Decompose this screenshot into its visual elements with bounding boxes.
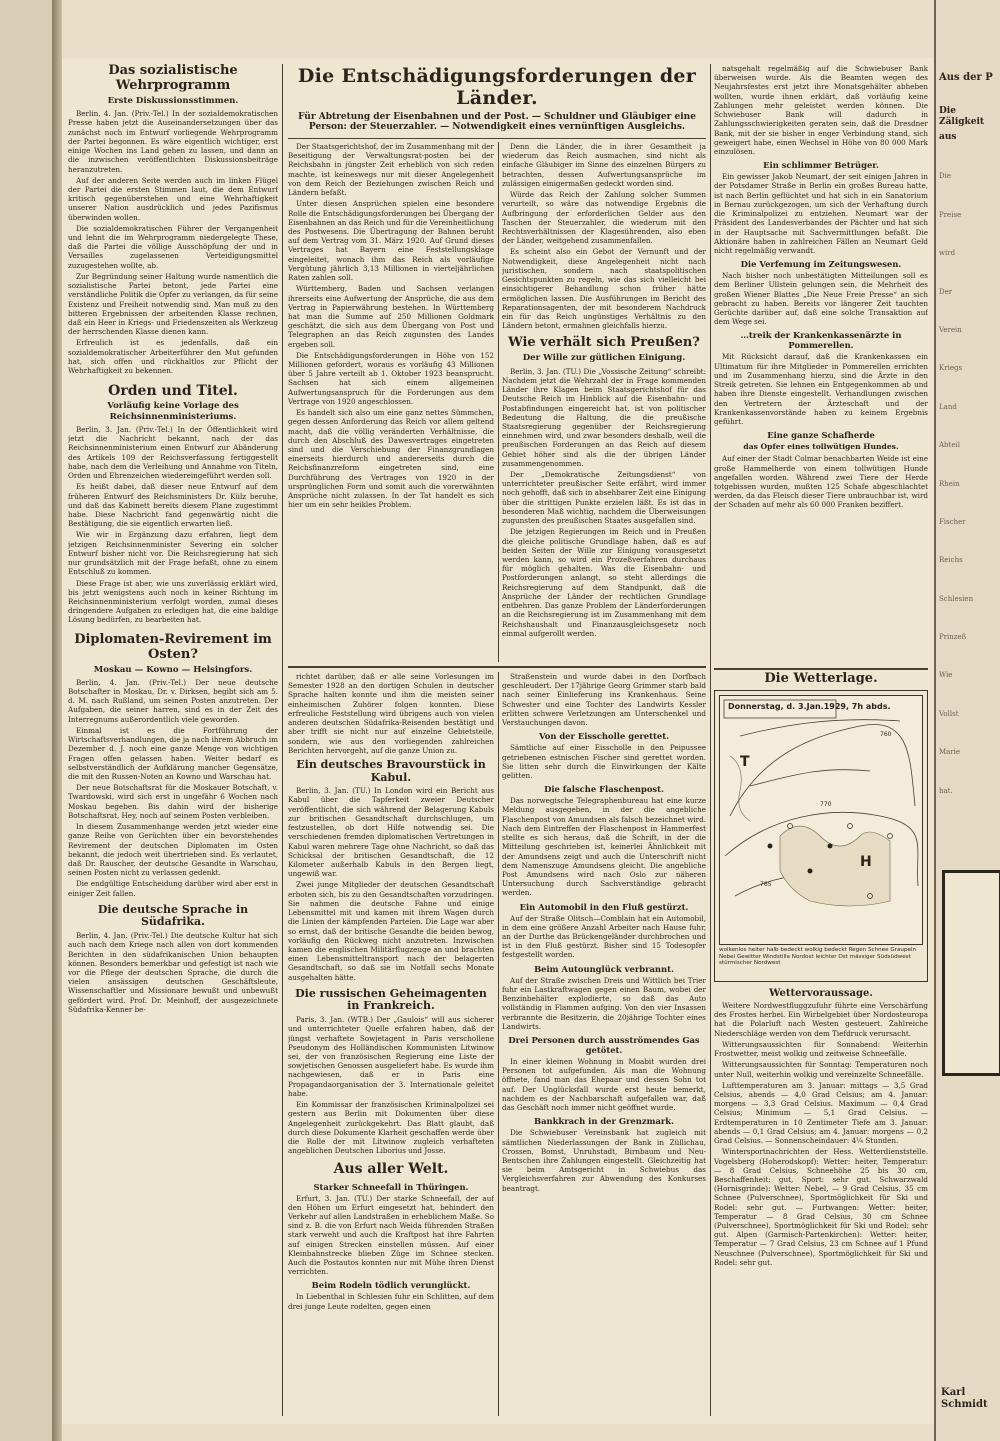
paragraph: Weitere Nordwestfluggzufuhr führte eine Verschärfung des Frostes herbei. Ein Wirbelgebiet über Nordosteuropa hat die Polarluft nach Westen gesteuert. Zahlreiche Niederschläge werden von dem Tiefdruck verursacht. [714,1001,928,1038]
headline-aus-aller-welt: Aus aller Welt. [333,1161,449,1178]
paragraph: Straßenstein und wurde dabei in den Dorfbach geschleudert. Der 17jährige Georg Grimmer starb bald nach seiner Einlieferung ins Krankenhaus. Seine Schwester und eine Tochter des Landwirts Kessler erlitten schwere Verletzungen am Unterschenkel und Verstauchungen davon. [502,672,706,728]
subheading: Drei Personen durch ausströmendes Gas getötet. [508,1035,700,1055]
newspaper-page [62,58,934,1424]
weather-map [719,695,923,945]
headline-orden: Orden und Titel. [108,383,238,400]
svg-text:770: 770 [820,801,832,808]
adjacent-footer: Karl Schmidt [941,1387,988,1410]
paragraph: Unter diesen Ansprüchen spielen eine besondere Rolle die Entschädigungsforderungen bei Übergang der Eisenbahnen an das Reich und für die Vereinheitlichung des Postwesens. Die Übertragung der Bahnen beruht auf dem Vertrag vom 31. März 1920. Auf Grund dieses Vertrages hat Bayern eine Feststellungsklage eingeleitet, wonach ihm das Reich als vorläufige Vergütung jährlich 3,13 Millionen in vierteljährlichen Raten zahlen soll. [288,199,494,283]
subheading: …treik der Krankenkassenärzte in Pommerellen. [740,330,902,351]
weather-legend: wolkenlos heiter halb bedeckt wolkig bedeckt Regen Schnee Graupeln Nebel Gewitter Windstille Nordost leichter Ost mässiger Südsüdwest stürmischer Nordwest [719,947,917,967]
adjacent-fragment: wird [939,249,956,258]
adjacent-headline-2b: aus [939,131,957,142]
book-binding [52,0,62,1441]
paragraph: Ein gewisser Jakob Neumart, der seit einigen Jahren in der Potsdamer Straße in Berlin ein großes Bureau hatte, ist nach Berlin geflüchtet und hat sich in ein Sanatorium in Bernau zurückgezogen, um sich der Verhaftung durch die Kriminalpolizei zu entziehen. Neumart war der Präsident des Landesverbandes der Pächter und hat sich in der Hauptsache mit Sachvermittlungen befaßt. Die Aktionäre haben in zahlreichen Fällen an Neumart Geld nicht regelmäßig verwandt. [714,172,928,255]
adjacent-fragment: Land [939,402,957,411]
paragraph: Witterungsaussichten für Sonntag: Temperaturen noch unter Null, weiterhin wolkig und vereinzelte Schneefälle. [714,1060,928,1079]
headline-entschaedigung: Die Entschädigungsforderungen der Länder. [297,66,697,109]
svg-text:760: 760 [880,731,892,738]
adjacent-fragment: hat. [939,786,953,795]
subheading-secondary: das Opfer eines tollwütigen Hundes. [743,442,899,452]
adjacent-fragment: Kriegs [939,364,963,373]
headline-diplomaten: Diplomaten-Revirement im Osten? [74,631,272,662]
paragraph: Berlin, 4. Jan. (Priv.-Tel.) Die deutsche Kultur hat sich auch nach dem Kriege nach allen von dort kommenden Berichten in den südafrikanischen Union behaupten können. Besonders bemerkbar und gefestigt ist nach wie vor die Pflege der deutschen Sprache, die durch die vielen ansässigen deutschen Geschäftsleute, Wissenschaftler und Missionare bewußt und unbewußt gefördert wird. Prof. Dr. Meinhoff, der ausgezeichnete Südafrika-Kenner be- [68,931,278,1014]
paragraph: Die sozialdemokratischen Führer der Vergangenheit und lehnt die im Wehrprogramm niedergelegte These, daß die Partei die völlige Ausschöpfung der und in Versailles zugelassenen Verteidigungsmittel zuzugestehen wollte, ab. [68,223,278,270]
adjacent-fragment: Reichs [939,556,963,565]
headline-wetterlage: Die Wetterlage. [764,672,878,686]
headline-suedafrika: Die deutsche Sprache in Südafrika. [97,902,249,929]
paragraph: Zur Begründung seiner Haltung wurde namentlich die sozialistische Partei betont, jede Partei eine verständliche Politik die Opfer zu verlangen, da für seine Existenz und Freiheit notwendig sind. Man muß zu den bitteren Ergebnissen der arbeitenden Klasse rechnen, daß ein Heer in Kriegs- und Friedenszeiten als Werkzeug der herrschenden Klasse dienen kann. [68,271,278,337]
column-3-lower [502,672,706,1416]
adjacent-fragment: Verein [939,325,962,334]
subheading: Von der Eisscholle gerettet. [539,731,669,742]
svg-text:T: T [740,754,750,770]
paragraph: Auf der Straße zwischen Dreis und Wittlich bei Trier fuhr ein Lastkraftwagen gegen einen Baum, wobei der Benzinbehälter explodierte, so daß das Auto vollständig in Flammen aufging. Von den vier Insassen verbrannte die Besitzerin, die 20jährige Tochter eines Landwirts. [502,975,706,1031]
paragraph: Der Staatsgerichtshof, der im Zusammenhang mit der Beseitigung der Verwaltungsrat-posten bei der Reichsbahn in jüngster Zeit erheblich von sich reden machte, ist keineswegs nur mit dieser Angelegenheit von dem Reich der Beziehungen zwischen Reich und Ländern befaßt. [288,142,494,198]
paragraph: Denn die Länder, die in ihrer Gesamtheit ja wiederum das Reich ausmachen, sind nicht als einfache Gläubiger im Sinne des einzelnen Bürgers zu betrachten, dessen Aufwertungsansprüche im zulässigen einigermaßen gedeckt worden sind. [502,142,706,188]
subheading: Beim Autounglück verbrannt. [534,963,674,974]
adjacent-fragment: Wie [939,671,953,680]
paragraph: Es heißt dabei, daß dieser neue Entwurf auf dem früheren Entwurf des Reichsministers Dr. Külz beruhe, und daß das Kabinett bereits diesem Plane zugestimmt habe. Diese Nachricht fand gegenwärtig nicht die Bestätigung, die sie eigentlich erwarten ließ. [68,482,278,529]
paragraph: Einmal ist es die Fortführung der Wirtschaftsverhandlungen, die ja nach ihrem Abbruch im Dezember d. J. noch eine ganze Menge von wichtigen Fragen offen gelassen haben. Weiter bedarf es selbstverständlich der Aufklärung mancher Gegensätze, die mit den Russen-Noten an Kowno und Warschau hat. [68,725,278,781]
adjacent-headline-2: Die Zäligkeit [939,106,985,127]
paragraph: Berlin, 4. Jan. (Priv.-Tel.) Der neue deutsche Botschafter in Moskau, Dr. v. Dirksen, begibt sich am 5. d. M. nach Rußland, um seinen Posten anzutreten. Der Aufgaben, die seiner harren, sind es in der Zeit des Interregnums außerordentlich viele geworden. [68,677,278,724]
headline-rule [288,138,706,139]
adjacent-fragment: Fischer [939,517,966,526]
subtitle-entschaedigung: Für Abtretung der Eisenbahnen und der Post. — Schuldner und Gläubiger eine Person: der Steuerzahler. — Notwendigkeit eines vernünftigen Ausgleichs. [298,111,696,133]
subtitle-preussen: Der Wille zur gütlichen Einigung. [522,353,686,364]
paragraph: Erfurt, 3. Jan. (TU.) Der starke Schneefall, der auf den Höhen um Erfurt eingesetzt hat, behindert den Verkehr auf allen Landstraßen in erheblichem Maße. So sind z. B. die von Erfurt nach Weida führenden Straßen stark verweht und auch die Kraftpost hat ihre Fahrten auf einigen Strecken einstellen müssen. Auf einer Kleinbahnstrecke blieben Züge im Schnee stecken. Auch die Postautos konnten nur mit Mühe ihren Dienst verrichten. [288,1193,494,1277]
column-rule [710,64,711,1416]
paragraph: Die endgültige Entscheidung darüber wird aber erst in einiger Zeit fallen. [68,879,278,898]
subtitle-diplomaten: Moskau — Kowno — Helsingfors. [93,664,253,675]
adjacent-ad-box [942,870,1000,1076]
paragraph: Berlin, 3. Jan. (Priv.-Tel.) In der Öffentlichkeit wird jetzt die Nachricht bekannt, nach der das Reichsinnenministerium einen Entwurf zur Abänderung des Artikels 109 der Reichsverfassung fertiggestellt habe, nach dem die Verleihung und Annahme von Titeln, Orden und Ehrenzeichen wiedereingeführt werden soll. [68,425,278,481]
main-headline-block [288,66,706,136]
paragraph: Witterungsaussichten für Sonnabend: Weiterhin Frostwetter, meist wolkig und zeitweise Schneefälle. [714,1039,928,1059]
paragraph: In einer kleinen Wohnung in Moabit wurden drei Personen tot aufgefunden. Als man die Wohnung öffnete, fand man das Ehepaar und dessen Sohn tot auf. Der Unglücksfall wurde erst heute bemerkt, nachdem es der Nachbarschaft aufgefallen war, daß das Geschäft noch immer nicht geöffnet wurde. [502,1057,706,1113]
subheading: Eine ganze Schafherde [767,430,875,441]
paragraph: Der „Demokratische Zeitungsdienst“ von unterrichteter preußischer Seite erfährt, wird immer noch gehofft, daß sich in absehbarer Zeit eine Einigung über die strittigen Punkte erzielen läßt. Es ist das in besonderen Maß wichtig, nachdem die Überweisungen zugunsten des preußischen Staates ausgefallen sind. [502,470,706,526]
headline-geheimagenten: Die russischen Geheimagenten in Frankreich. [295,986,487,1013]
adjacent-headline: Aus der P [939,72,993,83]
paragraph: Berlin, 3. Jan. (TU.) Die „Vossische Zeitung“ schreibt: Nachdem jetzt die Wehrzahl der in Frage kommenden Länder ihre Klagen beim Staatsgerichtshof für das Deutsche Reich im Hinblick auf die Eisenbahn- und Postabfindungen eingereicht hat, ist von politischer Bedeutung die Haltung, die die preußische Staatsregierung gegenüber der Reichsregierung einnehmen wird, und zwar besonders deshalb, weil die preußischen Forderungen an das Reich auf diesem Gebiet höher sind als die der übrigen Länder zusammengenommen. [502,366,706,468]
svg-text:H: H [860,854,872,870]
subheading: Ein Automobil in den Fluß gestürzt. [519,901,689,912]
paragraph: Die jetzigen Regierungen im Reich und in Preußen die gleiche politische Grundlage haben, daß es auf beiden Seiten der Wille zur Einigung vorausgesetzt werden kann, so wird ein Prozeßverfahren durchaus für möglich gehalten. Was die Eisenbahn- und Postforderungen anlangt, so steht allerdings die Reichsregierung auf dem Standpunkt, daß die Ansprüche der Länder der rechtlichen Grundlage entbehren. Das ganze Problem der Länderforderungen an die Reichsregierung ist im Zusammenhang mit dem Reichshaushalt und Finanzausgleichsgesetz noch einmal aufgerollt werden. [502,527,706,638]
paragraph: Wie wir in Ergänzung dazu erfahren, liegt dem jetzigen Reichsinnenminister Severing ein solcher Entwurf bisher nicht vor. Die Reichsregierung hat sich nur grundsätzlich mit der Frage befaßt, ohne zu einem Entschluß zu kommen. [68,530,278,577]
subtitle-wehrprogramm: Erste Diskussionsstimmen. [107,95,239,106]
adjacent-fragment: Rhein [939,479,960,488]
subheading-rodeln: Beim Rodeln tödlich verunglückt. [311,1280,471,1291]
column-rule [282,64,283,1416]
subheading: Ein schlimmer Betrüger. [763,160,879,171]
paragraph: Mit Rücksicht darauf, daß die Krankenkassen ein Ultimatum für ihre Mitglieder in Pommerellen errichten und im Zusammenhang hierzu, sind die Ärzte in den Streik getreten. Sie lehnen ein Entgegenkommen ab und haben ihre Dienste eingestellt. Verhandlungen zwischen den Vertretern der Ärzteschaft und der Krankenkassenvorstände haben zu keinem Ergebnis geführt. [714,352,928,426]
column-3-upper [502,142,706,662]
weather-map-drawing [720,696,922,944]
subheading-schneefall: Starker Schneefall in Thüringen. [313,1181,469,1192]
weather-map-frame [714,690,928,982]
paragraph: Erfreulich ist es jedenfalls, daß ein sozialdemokratischer Arbeiterführer den Mut gefunden hat, sich offen und rückhaltlos zur Pflicht der Wehrhaftigkeit zu bekennen. [68,338,278,376]
weather-forecast [714,984,928,1269]
column-2-upper [288,142,494,662]
column-1 [68,64,278,1416]
subheading-wettervoraussage: Wettervoraussage. [769,988,873,999]
weather-map-title: Donnerstag, d. 3.Jan.1929, 7h abds. [728,702,891,711]
subheading: Bankkrach in der Grenzmark. [534,1116,674,1127]
headline-bravour: Ein deutsches Bravourstück in Kabul. [296,757,486,784]
adjacent-fragment: Marie [939,748,961,757]
adjacent-fragment: Preise [939,210,962,219]
paragraph: Das norwegische Telegraphenbureau hat eine kurze Meldung ausgegeben, in der die angebliche Flaschenpost von Amundsen als falsch bezeichnet wird. Nach dem Eintreffen der Flaschenpost in Hammerfest stellte es sich heraus, daß die Schrift, in der die Mitteilung geschrieben ist, keinerlei Ähnlichkeit mit der Amundsens zeigt und auch die Unterschrift nicht dem Namenszuge Amundsens gleicht. Die angebliche Post Amundsens wird nach Oslo zur näheren Untersuchung durch Sachverständige gebracht werden. [502,796,706,898]
paragraph: In Liebenthal in Schlesien fuhr ein Schlitten, auf dem drei junge Leute rodelten, gegen einen [288,1292,494,1311]
adjacent-fragment: Der [939,287,953,296]
subtitle-orden: Vorläufig keine Vorlage des Reichsinnenministeriums. [107,401,239,422]
adjacent-fragment: Die [939,172,951,181]
column-rule [498,142,499,662]
adjacent-fragment: Prinzeß [939,633,967,642]
paragraph: Auf einer der Stadt Colmar benachbarten Weide ist eine große Hammelherde von einem tollwütigen Hunde angefallen worden. Während zwei Tiere der Herde totgebissen wurden, mußten 125 Schafe abgeschlachtet werden, da das Fleisch dieser Tiere unbrauchbar ist, wird der Schaden auf mehr als 60 000 Franken beziffert. [714,454,928,510]
paragraph: Die Entschädigungsforderungen in Höhe von 152 Millionen gefordert, woraus es vorläufig 43 Millionen über 5 Jahre verteilt ab 1. Oktober 1923 beansprucht. Sachsen hat sich einem allgemeinen Aufwertungsanspruch für die Forderungen aus dem Vertrage von 1920 angeschlossen. [288,350,494,406]
subheading: Die falsche Flaschenpost. [544,784,664,795]
svg-text:765: 765 [760,881,772,888]
paragraph: Württemberg, Baden und Sachsen verlangen ihrerseits eine Aufwertung der Ansprüche, die aus dem Vertrag in Papierwährung bestehen. In Württemberg hat man die Summe auf 250 Millionen Goldmark geschätzt, die sich aus dem Übergang von Post und Telegraphen an das Reich zugunsten des Landes ergeben soll. [288,284,494,349]
headline-wehrprogramm: Das sozialistische Wehrprogramm [108,64,238,93]
column-2-lower [288,672,494,1416]
paragraph: Es scheint also ein Gebot der Vernunft und der Notwendigkeit, diese Angelegenheit nicht nach juristischen, sondern nach staatspolitischen Gesichtspunkten zu regeln, wie das sich vielleicht bei einsichtigerer Behandlung schon früher hätte ermöglichen lassen. Die Ausführungen im Bericht des Reparationsagenten, der mit besonderem Nachdruck ein für das Reich ungünstiges Verhältnis zu den Ländern betont, ermahnen gleichfalls hierzu. [502,247,706,331]
subheading: Die Verfemung im Zeitungswesen. [740,259,902,270]
adjacent-fragment: Schlesien [939,594,974,603]
paragraph: Würde das Reich der Zahlung solcher Summen verurteilt, so wäre das notwendige Ergebnis die Aufbringung der erforderlichen Gelder aus den Taschen der Steuerzahler, die wiederum mit den Rechtsverhältnissen der Klagesührenden, also eben der Länder, weitgehend zusammenfallen. [502,190,706,246]
paragraph: In diesem Zusammenhange werden jetzt wieder eine ganze Reihe von Gerüchten über ein bevorstehendes Revirement der deutschen Diplomaten im Osten bekannt, die jedoch weit übertrieben sind. Es verlautet, daß Dr. Rauscher, der deutsche Gesandte in Warschau, seinen Posten nicht zu verlassen gedenkt. [68,822,278,878]
paragraph: Zwei junge Mitglieder der deutschen Gesandtschaft erboten sich, bis zu den Gesandtschaften vorzudringen. Sie nahmen die deutsche Fahne und einige Lebensmittel mit und kamen mit ihrem Wagen durch die Linien der kämpfenden Parteien. Die Lage war aber so ernst, daß der britische Gesandte die beiden bewog, vorläufig den Rückweg nicht anzutreten. Inzwischen kamen die englischen Militärflugzeuge an und brachten einen Lebensmitteltransport nach der belagerten Gesandtschaft, so daß sie im Notfall sechs Monate ausgehalten hätte. [288,880,494,982]
column-rule [498,672,499,1416]
paragraph: Der neue Botschaftsrat für die Moskauer Botschaft, v. Twardowski, wird sich erst in ungefähr 6 Wochen nach Moskau begeben. Bis dahin wird der bisherige Botschaftsrat, Hey, noch auf seinem Posten verbleiben. [68,783,278,820]
paragraph: Berlin, 4. Jan. (Priv.-Tel.) In der sozialdemokratischen Presse haben jetzt die Auseinandersetzungen über das zunächst noch im Entwurf vorliegende Wehrprogramm der Partei begonnen. Es wäre eigentlich wichtiger, erst einige Wochen ins Land gehen zu lassen, und dann an die inzwischen veröffentlichten Diskussionsbeiträge heranzutreten. [68,109,278,174]
paragraph: Sämtliche auf einer Eisscholle in den Peipussee getriebenen estnischen Fischer sind gerettet worden. Sie litten sehr durch die Einwirkungen der Kälte gelitten. [502,743,706,780]
weather-section [714,672,928,1416]
paragraph: Auf der Straße Olitsch—Comblain hat ein Automobil, in dem eine größere Anzahl Arbeiter nach Hause fuhr, an der Durthe das Brückengeländer durchbrochen und ist in den Fluß gestürzt. Bisher sind 15 Todesopfer festgestellt worden. [502,913,706,960]
section-rule [288,666,706,668]
paragraph: Diese Frage ist aber, wie uns zuverlässig erklärt wird, bis jetzt wenigstens auch noch in keiner Richtung im Reichsinnenministerium verfolgt worden, zumal dieses dringendere Aufgaben zu erledigen hat, die eine baldige Lösung bedürfen, zu bearbeiten hat. [68,578,278,625]
paragraph: Wintersportnachrichten der Hess. Wetterdienststelle. Vogelsberg (Hoherodskopf): Wetter: heiter, Temperatur: — 8 Grad Celsius, Schneehöhe 25 bis 30 cm, Beschaffenheit: gut, Sport: sehr gut. Schwarzwald (Hornisgrinde): Wetter: Nebel, — 9 Grad Celsius, 35 cm Schnee (Pulverschnee), Sportmöglichkeit für Ski und Rodel: sehr gut. — Furtwangen: Wetter: heiter, Temperatur — 8 Grad Celsius, 30 cm Schnee (Pulverschnee), Sportmöglichkeit für Ski und Rodel: sehr gut. Alpen (Garmisch-Partenkirchen): Wetter: heiter, Temperatur — 7 Grad Celsius, 23 cm Schnee auf 1 Pfund Neuschnee (Pulverschnee), Sportmöglichkeit für Ski und Rodel: sehr gut. [714,1147,928,1267]
section-rule [714,668,928,670]
paragraph: natsgehalt regelmäßig auf die Schwiebuser Bank überweisen wurde. Als die Beamten wegen des Neujahrsfestes erst jetzt ihre Monatsgehälter abheben wollten, wurde ihnen erklärt, daß vorläufig keine Zahlungen mehr geleistet werden können. Die Schwiebuser Bank will dadurch in Zahlungsschwierigkeiten geraten sein, daß die Dresdner Bank, mit der sie bisher in enger Verbindung stand, sich geweigert habe, einen Wechsel in Höhe von 80 000 Mark einzulösen. [714,64,928,156]
paragraph: Die Schwiebuser Vereinsbank hat zugleich mit sämtlichen Niederlassungen der Bank in Züllichau, Crossen, Bomst, Unruhstadt, Birnbaum und Neu-Bentschen ihre Zahlungen eingestellt. Gleichzeitig hat sie beim Amtsgericht in Schwiebus das Vergleichsverfahren zur Abwendung des Konkurses beantragt. [502,1128,706,1193]
adjacent-page-strip [934,0,1000,1441]
paragraph: Ein Kommissar der französischen Kriminalpolizei sei gestern aus Berlin mit Dokumenten über diese Angelegenheit zurückgekehrt. Das Blatt glaubt, daß durch diese Dokumente Klarheit geschaffen werde über die Rolle der mit Litwinow zugleich verhafteten angeblichen Deutschen Liborius und Josse. [288,1100,494,1156]
headline-preussen: Wie verhält sich Preußen? [508,335,700,351]
adjacent-fragment: Vollst [939,709,959,718]
paragraph: Paris, 3. Jan. (WTB.) Der „Gaulois“ will aus sicherer und unterrichteter Quelle erfahren haben, daß der jüngst verhaftete Sowjetagent in Paris verschollene Pseudonym des Holländischen Kommunisten Litwinow sei, der von französischen Regierung eine Liste der sowjetischen Genossen ausgeliefert habe. Es wurde ihm nachgewiesen, daß er in Paris eine Propagandaorganisation der 3. Internationale geleitet habe. [288,1015,494,1098]
paragraph: Auf der anderen Seite werden auch im linken Flügel der Partei die ersten Stimmen laut, die dem Entwurf kritisch gegenüberstehen und eine Wehrhaftigkeit unserer Nation ausdrücklich und jedes Pazifismus überwinden wollen. [68,175,278,222]
column-4-upper [714,64,928,666]
adjacent-text-fragments [936,170,1000,797]
paragraph: Berlin, 3. Jan. (TU.) In London wird ein Bericht aus Kabul über die Tapferkeit zweier Deutscher veröffentlicht, die sich während der Belagerung Kabuls zur britischen Gesandtschaft durchschlugen, um festzustellen, ob dort Hilfe notwendig sei. Die verschiedenen fremden diplomatischen Vertretungen in Kabul waren mehrere Tage ohne Nachricht, so daß das Schicksal der britischen Gesandtschaft, die 12 Kilometer außerhalb Kabuls in den Bergen liegt, ungewiß war. [288,786,494,879]
adjacent-fragment: Abteil [939,441,960,450]
paragraph: Lufttemperaturen am 3. Januar: mittags — 3,5 Grad Celsius, abends — 4,0 Grad Celsius; am 4. Januar: morgens — 3,3 Grad Celsius. Maximum — 0,4 Grad Celsius; Minimum — 5,1 Grad Celsius. — Erdtemperaturen in 10 Zentimeter Tiefe am 3. Januar: abends — 0,1 Grad Celsius; am 4. Januar: morgens — 0,2 Grad Celsius. — Sonnenscheindauer: 4¼ Stunden. [714,1080,928,1146]
paragraph: Es handelt sich also um eine ganz nettes Sümmchen, gegen dessen Anforderung das Reich vor allem geltend macht, daß die völlig veränderten Verhältnisse, die durch den Abschluß des Dawesvertrages eingetreten sind und die Verschiebung der Finanzgrundlagen einerseits hierdurch und andererseits durch die Reichsfinanzreform eingetreten sind, eine Durchführung des Vertrages von 1920 in der ursprünglichen Form und somit auch die vorerwähnten Ansprüche nicht zulassen. In der Tat handelt es sich hier um ein sehr heikles Problem. [288,408,494,510]
paragraph: richtet darüber, daß er alle seine Vorlesungen im Semester 1928 an den dortigen Schulen in deutscher Sprache halten konnte und ihm die meisten seiner einheimischen Zuhörer folgen konnten. Diese erfreuliche Feststellung wird übrigens auch von vielen anderen deutschen Südafrika-Reisenden bestätigt und aber trifft sie nicht nur auf einzelne Gebietsteile, sondern, wie aus den vorliegenden zahlreichen Berichten hervorgeht, auf die ganze Union zu. [288,672,494,755]
paragraph: Nach bisher noch unbestätigten Mitteilungen soll es dem Berliner Ullstein gelungen sein, die Mehrheit des großen Wiener Blattes „Die Neue Freie Presse“ an sich gebracht zu haben. Bereits vor längerer Zeit tauchten Gerüchte darüber auf, daß eine solche Transaktion auf dem Wege sei. [714,271,928,327]
